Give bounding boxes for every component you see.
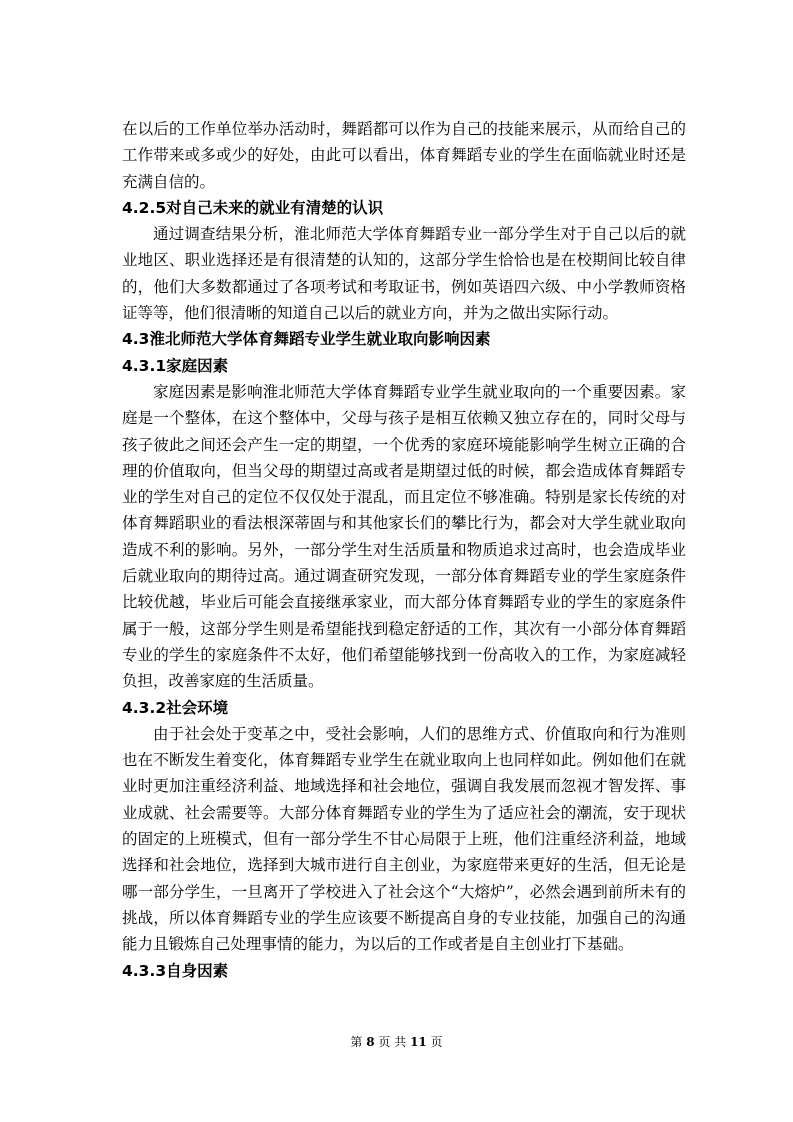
paragraph-4-3-2: 由于社会处于变革之中，受社会影响，人们的思维方式、价值取向和行为准则也在不断发生着变化，体育舞蹈专业学生在就业取向上也同样如此。例如他们在就业时更加注重经济利益、地域选择和社会地位，强调自我发展而忽视才智发挥、事业成就、社会需要等。大部分体育舞蹈专业的学生为了适应社会的潮流，安于现状的固定的上班模式，但有一部分学生不甘心局限于上班，他们注重经济利益，地域选择和社会地位，选择到大城市进行自主创业，为家庭带来更好的生活，但无论是哪一部分学生，一旦离开了学校进入了社会这个“大熔炉”，必然会遇到前所未有的挑战，所以体育舞蹈专业的学生应该要不断提高自身的专业技能，加强自己的沟通能力且锻炼自己处理事情的能力，为以后的工作或者是自主创业打下基础。 (122, 724, 686, 954)
heading-4-2-5: 4.2.5对自己未来的就业有清楚的认识 (122, 198, 384, 217)
heading-4-3: 4.3淮北师范大学体育舞蹈专业学生就业取向影响因素 (122, 330, 491, 349)
page-footer (0, 1034, 793, 1050)
footer-total-pages: 11 (410, 1035, 427, 1049)
heading-4-3-3: 4.3.3自身因素 (122, 961, 229, 980)
document-body (122, 116, 686, 984)
footer-suffix: 页 (430, 1035, 443, 1049)
footer-page-number: 8 (366, 1035, 375, 1049)
heading-4-3-2: 4.3.2社会环境 (122, 698, 229, 717)
footer-prefix: 第 (350, 1035, 363, 1049)
footer-middle: 页 共 (378, 1035, 407, 1049)
paragraph-4-2-5: 通过调查结果分析，淮北师范大学体育舞蹈专业一部分学生对于自己以后的就业地区、职业选择还是有很清楚的认知的，这部分学生恰恰也是在校期间比较自律的，他们大多数都通过了各项考试和考取证书，例如英语四六级、中小学教师资格证等等，他们很清晰的知道自己以后的就业方向，并为之做出实际行动。 (122, 225, 686, 323)
heading-4-3-1: 4.3.1家庭因素 (122, 356, 229, 375)
paragraph-continuation: 在以后的工作单位举办活动时，舞蹈都可以作为自己的技能来展示，从而给自己的工作带来或多或少的好处，由此可以看出，体育舞蹈专业的学生在面临就业时还是充满自信的。 (122, 120, 686, 191)
paragraph-4-3-1: 家庭因素是影响淮北师范大学体育舞蹈专业学生就业取向的一个重要因素。家庭是一个整体，在这个整体中，父母与孩子是相互依赖又独立存在的，同时父母与孩子彼此之间还会产生一定的期望，一个优秀的家庭环境能影响学生树立正确的合理的价值取向，但当父母的期望过高或者是期望过低的时候，都会造成体育舞蹈专业的学生对自己的定位不仅仅处于混乱，而且定位不够准确。特别是家长传统的对体育舞蹈职业的看法根深蒂固与和其他家长们的攀比行为，都会对大学生就业取向造成不利的影响。另外，一部分学生对生活质量和物质追求过高时，也会造成毕业后就业取向的期待过高。通过调查研究发现，一部分体育舞蹈专业的学生家庭条件比较优越，毕业后可能会直接继承家业，而大部分体育舞蹈专业的学生的家庭条件属于一般，这部分学生则是希望能找到稳定舒适的工作，其次有一小部分体育舞蹈专业的学生的家庭条件不太好，他们希望能够找到一份高收入的工作，为家庭减轻负担，改善家庭的生活质量。 (122, 382, 686, 691)
